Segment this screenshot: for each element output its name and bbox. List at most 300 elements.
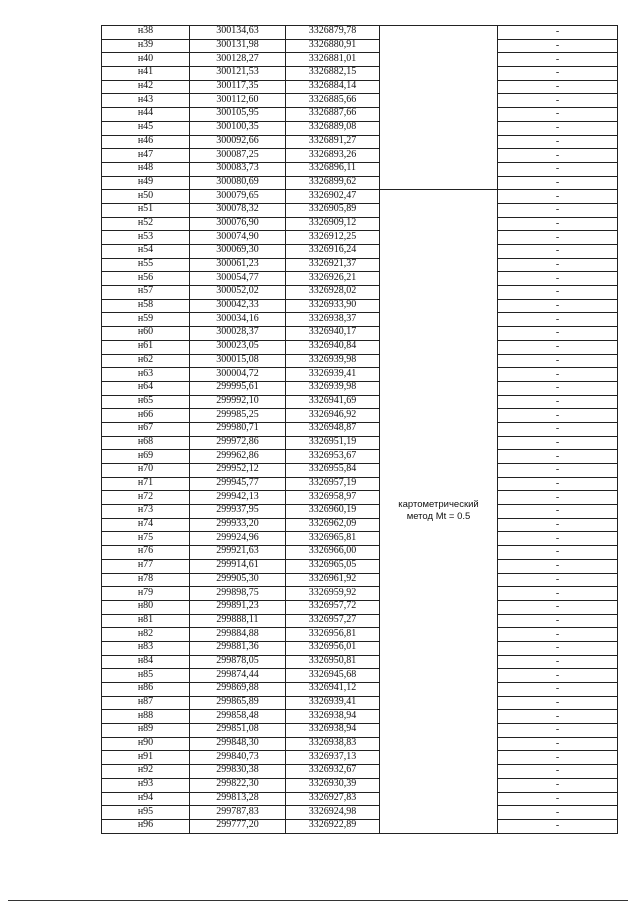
y-coordinate-cell-text: 3326889,08 (308, 121, 357, 133)
table-row (102, 231, 618, 245)
precision-cell (498, 190, 618, 204)
y-coordinate-cell-text: 3326959,92 (308, 586, 357, 598)
x-coordinate-cell (190, 683, 286, 697)
precision-cell (498, 395, 618, 409)
table-row (102, 409, 618, 423)
table-row (102, 600, 618, 614)
precision-cell-text: - (555, 546, 560, 558)
point-name-cell-text: н66 (137, 408, 154, 420)
y-coordinate-cell (286, 491, 380, 505)
method-line-1: картометрический (398, 499, 479, 511)
x-coordinate-cell (190, 751, 286, 765)
point-name-cell (102, 245, 190, 259)
precision-cell-text: - (555, 423, 560, 435)
precision-cell-text: - (555, 176, 560, 188)
precision-cell (498, 245, 618, 259)
x-coordinate-cell (190, 231, 286, 245)
point-name-cell (102, 190, 190, 204)
point-name-cell-text: н50 (137, 189, 154, 201)
point-name-cell-text: н40 (137, 52, 154, 64)
x-coordinate-cell-text: 300004,72 (216, 367, 259, 379)
precision-cell (498, 710, 618, 724)
x-coordinate-cell-text: 300069,30 (216, 244, 259, 256)
x-coordinate-cell-text: 299787,83 (216, 805, 259, 817)
table-row (102, 655, 618, 669)
y-coordinate-cell (286, 573, 380, 587)
x-coordinate-cell-text: 300100,35 (216, 121, 259, 133)
precision-cell (498, 299, 618, 313)
precision-cell-text: - (555, 628, 560, 640)
precision-cell-text: - (555, 505, 560, 517)
table-row (102, 628, 618, 642)
point-name-cell-text: н47 (137, 148, 154, 160)
y-coordinate-cell (286, 559, 380, 573)
y-coordinate-cell (286, 765, 380, 779)
point-name-cell (102, 354, 190, 368)
precision-cell-text: - (555, 683, 560, 695)
precision-cell-text: - (555, 573, 560, 585)
precision-cell-text: - (555, 286, 560, 298)
precision-cell-text: - (555, 738, 560, 750)
y-coordinate-cell (286, 422, 380, 436)
x-coordinate-cell (190, 792, 286, 806)
precision-cell-text: - (555, 272, 560, 284)
table-row (102, 121, 618, 135)
table-row (102, 395, 618, 409)
point-name-cell (102, 395, 190, 409)
x-coordinate-cell (190, 559, 286, 573)
table-row (102, 135, 618, 149)
precision-cell (498, 176, 618, 190)
x-coordinate-cell-text: 300023,05 (216, 340, 259, 352)
point-name-cell (102, 737, 190, 751)
x-coordinate-cell-text: 299888,11 (216, 614, 259, 625)
point-name-cell (102, 162, 190, 176)
x-coordinate-cell (190, 121, 286, 135)
point-name-cell (102, 546, 190, 560)
precision-cell-text: - (555, 313, 560, 325)
point-name-cell-text: н87 (137, 696, 154, 708)
x-coordinate-cell-text: 299858,48 (216, 709, 259, 721)
x-coordinate-cell (190, 217, 286, 231)
precision-cell-text: - (555, 204, 560, 216)
y-coordinate-cell-text: 3326891,27 (308, 135, 357, 146)
y-coordinate-cell-text: 3326909,12 (308, 217, 357, 228)
point-name-cell (102, 477, 190, 491)
y-coordinate-cell-text: 3326956,01 (308, 641, 357, 653)
table-row (102, 450, 618, 464)
x-coordinate-cell-text: 300112,60 (216, 93, 259, 105)
y-coordinate-cell-text: 3326957,72 (308, 600, 357, 612)
x-coordinate-cell (190, 272, 286, 286)
point-name-cell-text: н71 (137, 477, 154, 489)
point-name-cell-text: н44 (137, 107, 154, 119)
y-coordinate-cell (286, 340, 380, 354)
point-name-cell (102, 203, 190, 217)
x-coordinate-cell-text: 300121,53 (216, 66, 259, 78)
coordinates-table-body (102, 26, 618, 834)
precision-cell (498, 614, 618, 628)
x-coordinate-cell-text: 299992,10 (216, 395, 259, 406)
y-coordinate-cell-text: 3326961,92 (308, 573, 357, 584)
x-coordinate-cell-text: 299914,61 (216, 559, 259, 571)
precision-cell (498, 806, 618, 820)
precision-cell (498, 94, 618, 108)
point-name-cell-text: н88 (137, 709, 154, 721)
point-name-cell (102, 53, 190, 67)
x-coordinate-cell (190, 450, 286, 464)
x-coordinate-cell (190, 655, 286, 669)
table-row (102, 245, 618, 259)
precision-cell-text: - (555, 163, 560, 175)
precision-cell-text: - (555, 450, 560, 462)
point-name-cell-text: н52 (137, 217, 154, 228)
point-name-cell-text: н82 (137, 627, 154, 639)
y-coordinate-cell (286, 628, 380, 642)
point-name-cell (102, 436, 190, 450)
x-coordinate-cell-text: 300015,08 (216, 354, 259, 365)
y-coordinate-cell (286, 217, 380, 231)
y-coordinate-cell (286, 518, 380, 532)
point-name-cell-text: н69 (137, 449, 154, 461)
y-coordinate-cell-text: 3326926,21 (308, 271, 357, 283)
precision-cell (498, 491, 618, 505)
precision-cell-text: - (555, 122, 560, 134)
precision-cell (498, 108, 618, 122)
x-coordinate-cell (190, 53, 286, 67)
x-coordinate-cell (190, 340, 286, 354)
table-row (102, 422, 618, 436)
y-coordinate-cell-text: 3326958,97 (308, 490, 357, 502)
x-coordinate-cell-text: 299840,73 (216, 750, 259, 762)
x-coordinate-cell (190, 368, 286, 382)
y-coordinate-cell (286, 710, 380, 724)
precision-cell (498, 53, 618, 67)
precision-cell (498, 464, 618, 478)
point-name-cell (102, 121, 190, 135)
point-name-cell-text: н60 (137, 326, 154, 338)
y-coordinate-cell-text: 3326938,83 (308, 737, 357, 749)
y-coordinate-cell (286, 26, 380, 40)
y-coordinate-cell-text: 3326928,02 (308, 285, 357, 297)
table-row (102, 532, 618, 546)
y-coordinate-cell (286, 778, 380, 792)
precision-cell (498, 286, 618, 300)
y-coordinate-cell (286, 108, 380, 122)
y-coordinate-cell-text: 3326956,81 (308, 627, 357, 639)
precision-cell-text: - (555, 53, 560, 65)
point-name-cell (102, 778, 190, 792)
y-coordinate-cell-text: 3326965,81 (308, 531, 357, 543)
y-coordinate-cell (286, 121, 380, 135)
precision-cell (498, 737, 618, 751)
x-coordinate-cell (190, 724, 286, 738)
x-coordinate-cell-text: 300034,16 (216, 312, 259, 324)
table-row (102, 313, 618, 327)
point-name-cell-text: н89 (137, 723, 154, 735)
y-coordinate-cell-text: 3326939,98 (308, 381, 357, 393)
precision-cell-text: - (555, 300, 560, 312)
point-name-cell-text: н96 (137, 819, 154, 831)
table-row (102, 464, 618, 478)
x-coordinate-cell-text: 299921,63 (216, 545, 259, 557)
precision-cell-text: - (555, 587, 560, 599)
x-coordinate-cell (190, 108, 286, 122)
y-coordinate-cell (286, 532, 380, 546)
y-coordinate-cell (286, 327, 380, 341)
precision-cell (498, 217, 618, 231)
precision-cell-text: - (555, 245, 560, 257)
y-coordinate-cell (286, 176, 380, 190)
point-name-cell-text: н83 (137, 641, 154, 653)
point-name-cell-text: н74 (137, 518, 154, 530)
table-row (102, 108, 618, 122)
precision-cell (498, 80, 618, 94)
precision-cell-text: - (555, 792, 560, 804)
y-coordinate-cell (286, 149, 380, 163)
table-row (102, 80, 618, 94)
point-name-cell (102, 67, 190, 81)
y-coordinate-cell-text: 3326887,66 (308, 107, 357, 119)
y-coordinate-cell-text: 3326937,13 (308, 750, 357, 762)
x-coordinate-cell-text: 300028,37 (216, 326, 259, 338)
x-coordinate-cell-text: 299878,05 (216, 655, 259, 666)
table-row (102, 176, 618, 190)
x-coordinate-cell-text: 299874,44 (216, 668, 259, 680)
point-name-cell (102, 491, 190, 505)
table-row (102, 368, 618, 382)
x-coordinate-cell-text: 299945,77 (216, 477, 259, 489)
y-coordinate-cell (286, 409, 380, 423)
y-coordinate-cell (286, 505, 380, 519)
x-coordinate-cell (190, 149, 286, 163)
table-row (102, 491, 618, 505)
method-cell-empty (380, 26, 498, 190)
point-name-cell (102, 573, 190, 587)
precision-cell (498, 258, 618, 272)
x-coordinate-cell (190, 614, 286, 628)
precision-cell-text: - (555, 190, 560, 202)
y-coordinate-cell (286, 67, 380, 81)
precision-cell (498, 532, 618, 546)
point-name-cell-text: н65 (137, 395, 154, 406)
y-coordinate-cell-text: 3326938,37 (308, 312, 357, 324)
precision-cell-text: - (555, 519, 560, 531)
x-coordinate-cell (190, 641, 286, 655)
table-row (102, 354, 618, 368)
precision-cell-text: - (555, 820, 560, 832)
point-name-cell-text: н45 (137, 121, 154, 133)
precision-cell-text: - (555, 135, 560, 147)
coordinates-table (101, 25, 618, 834)
point-name-cell (102, 696, 190, 710)
precision-cell (498, 724, 618, 738)
precision-cell (498, 121, 618, 135)
point-name-cell-text: н81 (137, 614, 154, 625)
point-name-cell (102, 26, 190, 40)
x-coordinate-cell (190, 819, 286, 833)
point-name-cell-text: н78 (137, 573, 154, 584)
x-coordinate-cell-text: 300087,25 (216, 148, 259, 160)
precision-cell (498, 696, 618, 710)
table-row (102, 26, 618, 40)
x-coordinate-cell (190, 299, 286, 313)
x-coordinate-cell-text: 300061,23 (216, 258, 259, 270)
table-row (102, 67, 618, 81)
y-coordinate-cell (286, 190, 380, 204)
table-row (102, 53, 618, 67)
point-name-cell-text: н72 (137, 490, 154, 502)
point-name-cell (102, 135, 190, 149)
table-row (102, 299, 618, 313)
table-row (102, 518, 618, 532)
y-coordinate-cell-text: 3326933,90 (308, 299, 357, 311)
y-coordinate-cell (286, 614, 380, 628)
point-name-cell-text: н80 (137, 600, 154, 612)
x-coordinate-cell (190, 477, 286, 491)
precision-cell-text: - (555, 436, 560, 448)
x-coordinate-cell (190, 286, 286, 300)
point-name-cell-text: н94 (137, 792, 154, 803)
point-name-cell (102, 559, 190, 573)
x-coordinate-cell-text: 299884,88 (216, 627, 259, 639)
point-name-cell-text: н39 (137, 39, 154, 51)
precision-cell-text: - (555, 341, 560, 353)
point-name-cell (102, 217, 190, 231)
precision-cell-text: - (555, 655, 560, 667)
point-name-cell-text: н42 (137, 80, 154, 92)
table-row (102, 340, 618, 354)
point-name-cell-text: н57 (137, 285, 154, 297)
x-coordinate-cell-text: 299891,23 (216, 600, 259, 612)
y-coordinate-cell-text: 3326948,87 (308, 422, 357, 434)
y-coordinate-cell (286, 819, 380, 833)
table-row (102, 436, 618, 450)
y-coordinate-cell (286, 587, 380, 601)
y-coordinate-cell (286, 669, 380, 683)
y-coordinate-cell-text: 3326946,92 (308, 408, 357, 420)
table-row (102, 641, 618, 655)
x-coordinate-cell (190, 628, 286, 642)
x-coordinate-cell-text: 299830,38 (216, 764, 259, 776)
footer-rule (8, 900, 628, 901)
table-row (102, 272, 618, 286)
point-name-cell-text: н64 (137, 381, 154, 393)
x-coordinate-cell-text: 299933,20 (216, 518, 259, 530)
x-coordinate-cell-text: 300131,98 (216, 39, 259, 51)
x-coordinate-cell (190, 176, 286, 190)
precision-cell (498, 628, 618, 642)
x-coordinate-cell-text: 299995,61 (216, 381, 259, 393)
table-row (102, 792, 618, 806)
y-coordinate-cell-text: 3326922,89 (308, 819, 357, 831)
x-coordinate-cell-text: 299962,86 (216, 449, 259, 461)
precision-cell (498, 655, 618, 669)
y-coordinate-cell-text: 3326924,98 (308, 805, 357, 817)
precision-cell (498, 477, 618, 491)
point-name-cell-text: н73 (137, 504, 154, 516)
x-coordinate-cell-text: 299980,71 (216, 422, 259, 434)
x-coordinate-cell (190, 600, 286, 614)
y-coordinate-cell (286, 724, 380, 738)
y-coordinate-cell (286, 600, 380, 614)
x-coordinate-cell-text: 299985,25 (216, 408, 259, 420)
table-row (102, 819, 618, 833)
precision-cell-text: - (555, 478, 560, 490)
precision-cell (498, 422, 618, 436)
x-coordinate-cell-text: 300054,77 (216, 271, 259, 283)
table-row (102, 381, 618, 395)
precision-cell-text: - (555, 259, 560, 271)
point-name-cell (102, 422, 190, 436)
point-name-cell-text: н46 (137, 135, 154, 146)
table-row (102, 587, 618, 601)
point-name-cell-text: н49 (137, 176, 154, 187)
y-coordinate-cell-text: 3326921,37 (308, 258, 357, 270)
x-coordinate-cell (190, 80, 286, 94)
precision-cell (498, 765, 618, 779)
point-name-cell-text: н56 (137, 271, 154, 283)
point-name-cell (102, 669, 190, 683)
x-coordinate-cell-text: 299869,88 (216, 682, 259, 694)
point-name-cell-text: н41 (137, 66, 154, 78)
y-coordinate-cell (286, 313, 380, 327)
x-coordinate-cell-text: 300134,63 (216, 25, 259, 37)
precision-cell (498, 135, 618, 149)
point-name-cell-text: н38 (137, 25, 154, 37)
x-coordinate-cell-text: 300117,35 (216, 80, 259, 92)
precision-cell (498, 518, 618, 532)
x-coordinate-cell (190, 395, 286, 409)
y-coordinate-cell (286, 231, 380, 245)
precision-cell (498, 381, 618, 395)
x-coordinate-cell-text: 299952,12 (216, 463, 259, 475)
precision-cell-text: - (555, 724, 560, 736)
x-coordinate-cell (190, 532, 286, 546)
precision-cell (498, 751, 618, 765)
y-coordinate-cell (286, 450, 380, 464)
x-coordinate-cell (190, 464, 286, 478)
precision-cell-text: - (555, 395, 560, 407)
y-coordinate-cell-text: 3326927,83 (308, 792, 357, 803)
precision-cell (498, 327, 618, 341)
x-coordinate-cell (190, 203, 286, 217)
y-coordinate-cell (286, 354, 380, 368)
precision-cell-text: - (555, 669, 560, 681)
precision-cell-text: - (555, 149, 560, 161)
point-name-cell (102, 600, 190, 614)
y-coordinate-cell (286, 395, 380, 409)
precision-cell-text: - (555, 779, 560, 791)
y-coordinate-cell (286, 286, 380, 300)
point-name-cell (102, 505, 190, 519)
point-name-cell (102, 149, 190, 163)
y-coordinate-cell (286, 792, 380, 806)
table-row (102, 806, 618, 820)
point-name-cell (102, 409, 190, 423)
x-coordinate-cell (190, 135, 286, 149)
y-coordinate-cell (286, 464, 380, 478)
point-name-cell-text: н92 (137, 764, 154, 776)
point-name-cell-text: н68 (137, 436, 154, 447)
precision-cell-text: - (555, 26, 560, 38)
precision-cell (498, 778, 618, 792)
point-name-cell (102, 724, 190, 738)
point-name-cell (102, 327, 190, 341)
table-row (102, 39, 618, 53)
table-row (102, 765, 618, 779)
y-coordinate-cell-text: 3326881,01 (308, 52, 357, 64)
